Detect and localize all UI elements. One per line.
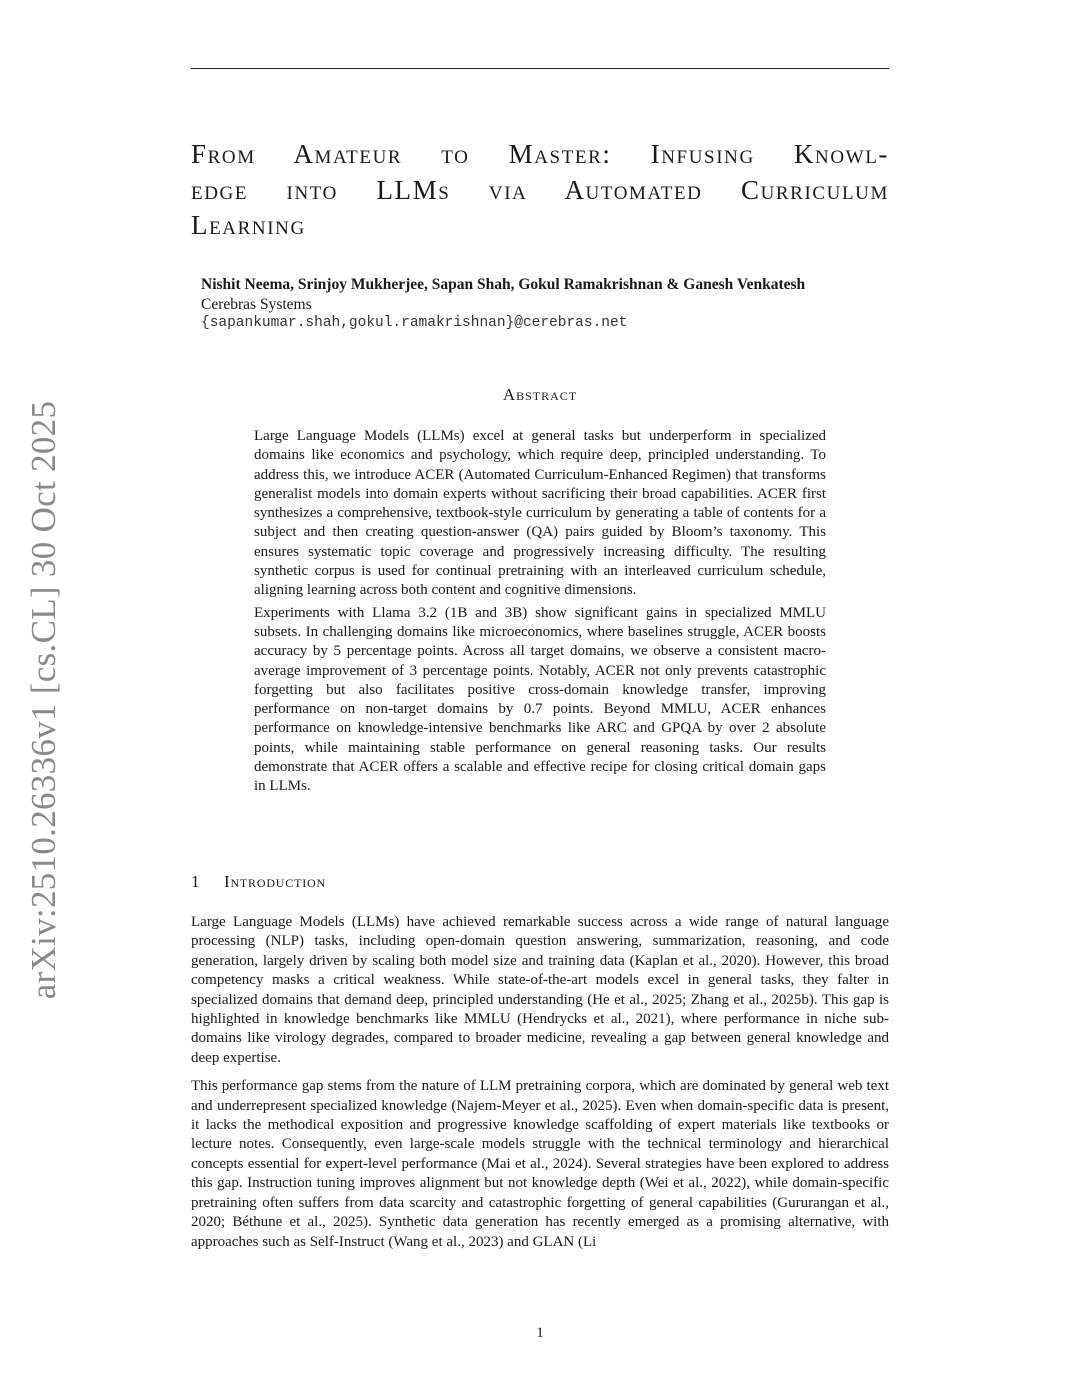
abstract-paragraph: Experiments with Llama 3.2 (1B and 3B) show significant gains in specialized MMLU subsets. In challenging domains like microeconomics, where baselines struggle, ACER boosts accuracy by 5 percentage points. Across all target domains, we observe a consistent macro-average improvement of 3 percentage points. Notably, ACER not only prevents catastrophic forgetting but also facilitates positive cross-domain knowledge transfer, improving performance on non-target domains by 0.7 points. Beyond MMLU, ACER enhances performance on knowledge-intensive benchmarks like ARC and GPQA by over 2 absolute points, while maintaining stable performance on general reasoning tasks. Our results demonstrate that ACER offers a scalable and effective recipe for closing critical domain gaps in LLMs. [254,604,826,795]
section-number: 1 [191,872,201,891]
title-line-2: edge into LLMs via Automated Curriculum [191,174,889,205]
arxiv-identifier: arXiv:2510.26336v1 [cs.CL] 30 Oct 2025 [24,400,63,1000]
title-line-1: From Amateur to Master: Infusing Knowl- [191,139,889,169]
email-address: {sapankumar.shah,gokul.ramakrishnan}@cerebras.net [201,315,628,331]
author-names: Nishit Neema, Srinjoy Mukherjee, Sapan Shah, Gokul Ramakrishnan & Ganesh Venkatesh [201,276,806,293]
body-paragraph: This performance gap stems from the nature of LLM pretraining corpora, which are dominated by general web text and underrepresent specialized knowledge (Najem-Meyer et al., 2025). Even when domain-specific data is present, it lacks the methodical exposition and progressive knowledge scaffolding of expert materials like textbooks or lecture notes. Consequently, even large-scale models struggle with the technical terminology and hierarchical concepts essential for expert-level performance (Mai et al., 2024). Several strategies have been explored to address this gap. Instruction tuning improves alignment but not knowledge depth (Wei et al., 2022), while domain-specific pretraining often suffers from data scarcity and catastrophic forgetting of general capabilities (Gururangan et al., 2020; Béthune et al., 2025). Synthetic data generation has recently emerged as a promising alternative, with approaches such as Self-Instruct (Wang et al., 2023) and GLAN (Li [191,1078,889,1250]
abstract-paragraph: Large Language Models (LLMs) excel at general tasks but underperform in specialized domains like economics and psychology, which require deep, principled understanding. To address this, we introduce ACER (Automated Curriculum-Enhanced Regimen) that transforms generalist models into domain experts without sacrificing their broad capabilities. ACER first synthesizes a comprehensive, textbook-style curriculum by generating a table of contents for a subject and then creating question-answer (QA) pairs guided by Bloom’s taxonomy. This ensures systematic topic coverage and progressively increasing difficulty. The resulting synthetic corpus is used for continual pretraining with an interleaved curriculum schedule, aligning learning across both content and cognitive dimensions. [254,428,826,599]
abstract-heading: Abstract [502,385,578,404]
body-text [191,913,889,1261]
section-heading [191,872,326,892]
section-title: Introduction [224,872,326,891]
header-rule [191,68,889,69]
title-line-3: Learning [191,210,306,240]
page-number: 1 [536,1325,544,1341]
paper-title [191,137,889,244]
affiliation: Cerebras Systems [201,295,312,313]
abstract [254,427,826,800]
body-paragraph: Large Language Models (LLMs) have achieved remarkable success across a wide range of natural language processing (NLP) tasks, including open-domain question answering, summarization, reasoning, and code generation, largely driven by scaling both model size and training data (Kaplan et al., 2020). However, this broad competency masks a critical weakness. While state-of-the-art models excel in general tasks, they falter in specialized domains that demand deep, principled understanding (He et al., 2025; Zhang et al., 2025b). This gap is highlighted in knowledge benchmarks like MMLU (Hendrycks et al., 2021), where performance in niche sub-domains like virology degrades, compared to broader medicine, revealing a gap between general knowledge and deep expertise. [191,914,889,1066]
arxiv-sidebar [22,395,66,1005]
author-block [201,275,805,334]
